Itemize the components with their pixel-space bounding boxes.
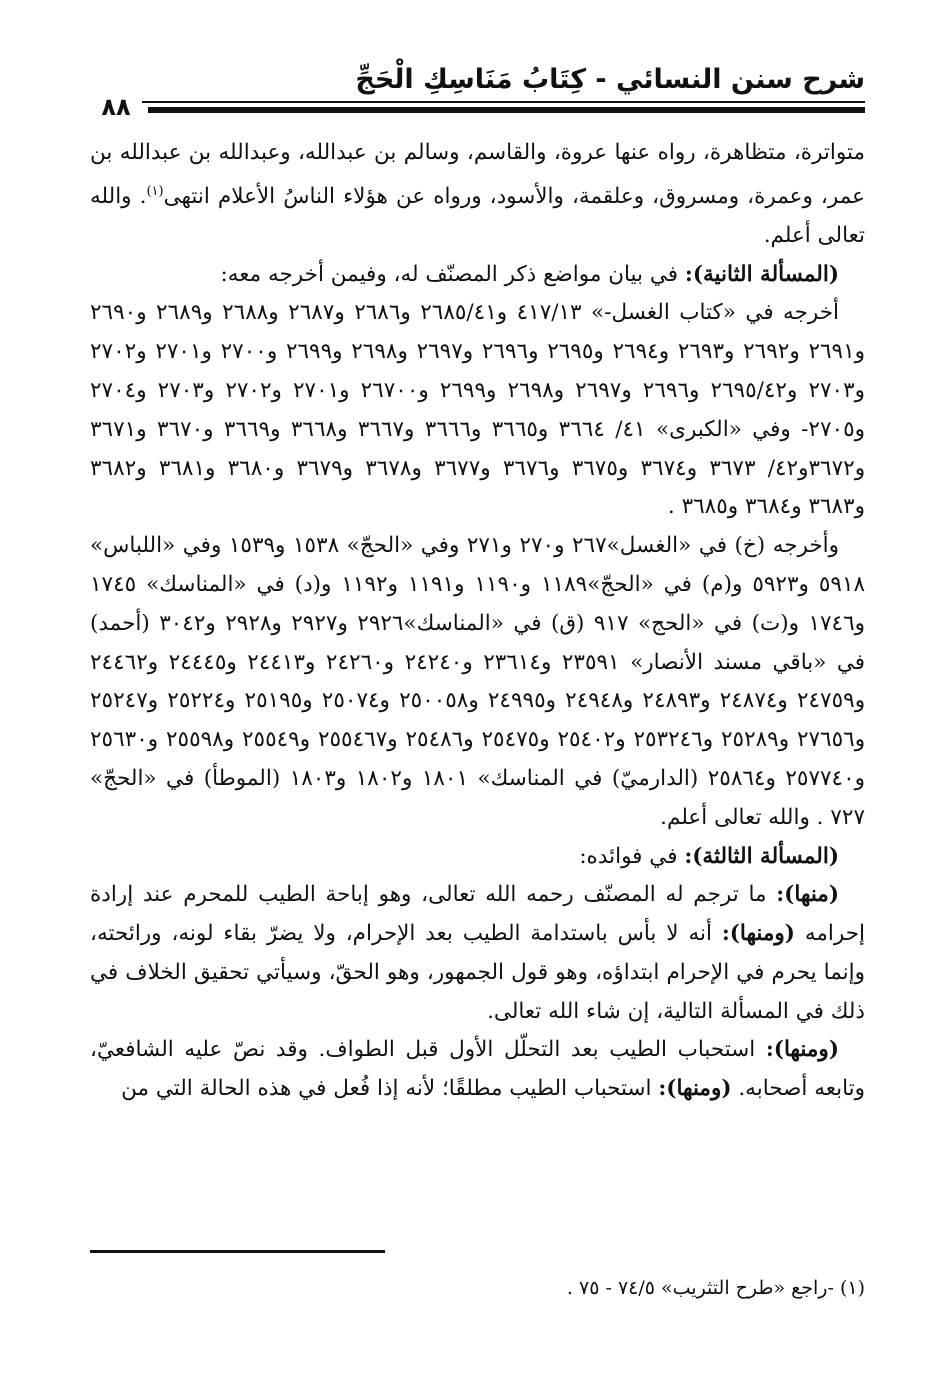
paragraph-text: . والله تعالى أعلم. (90, 183, 865, 248)
footnote: (١) -راجع «طرح التثريب» ٧٤/٥ - ٧٥ . (566, 1277, 865, 1299)
paragraph (90, 876, 865, 1031)
paragraph-text: ما ترجم له المصنّف رحمه الله تعالى، وهو إباحة الطيب للمحرم عند إرادة إحرامه (90, 882, 865, 947)
paragraph-text: وأخرجه (خ) في «الغسل»٢٦٧ و٢٧٠ و٢٧١ وفي «الحجّ» ١٥٣٨ و١٥٣٩ وفي «اللباس» ٥٩١٨ و٥٩٢٣ و(م) في «الحجّ»١١٨٩ و١١٩٠ و١١٩١ و١١٩٢ و(د) في «المناسك» ١٧٤٥ و١٧٤٦ و(ت) في «الحج» ٩١٧ (ق) في «المناسك»٢٩٢٦ و٢٩٢٧ و٢٩٢٨ و٣٠٤٢ (أحمد) في «باقي مسند الأنصار» ٢٣٥٩١ و٢٣٦١٤ و٢٤٢٤٠ و٢٤٢٦٠ و٢٤٤١٣ و٢٤٤٤٥ و٢٤٤٦٢ و٢٤٧٥٩ و٢٤٨٧٤ و٢٤٨٩٣ و٢٤٩٤٨ و٢٤٩٩٥ و٢٥٠٠٥٨ و٢٥٠٧٤ و٢٥١٩٥ و٢٥٢٢٤ و٢٥٢٤٧ و٢٧٦٥٦ و٢٥٢٨٩ و٢٥٣٢٤٦ و٢٥٤٠٢ و٢٥٤٧٥ و٢٥٤٨٦ و٢٥٥٤٦٧ و٢٥٥٤٩ و٢٥٥٩٨ و٢٥٦٣٠ و٢٥٧٧٤٠ و٢٥٨٦٤ (الدارميّ) في المناسك» ١٨٠١ و١٨٠٢ و١٨٠٣ (الموطأ) في «الحجّ» ٧٢٧ . والله تعالى أعلم. (90, 533, 866, 830)
section-heading: (المسألة الثانية): (684, 261, 839, 287)
footnote-rule (90, 1250, 385, 1253)
paragraph-text: في فوائده: (579, 843, 685, 869)
header-rule (90, 101, 865, 103)
book-page (90, 50, 865, 1340)
paragraph-text: استحباب الطيب مطلقًا؛ لأنه إذا فُعل في هذه الحالة التي من (121, 1076, 659, 1102)
paragraph-text: في بيان مواضع ذكر المصنّف له، وفيمن أخرجه معه: (220, 261, 685, 287)
paragraph (90, 527, 865, 837)
point-label: (ومنها): (658, 1076, 732, 1102)
page-number: ٨٨ (90, 92, 142, 122)
paragraph (90, 256, 865, 295)
paragraph (90, 294, 865, 527)
paragraph (90, 838, 865, 877)
footnote-marker: (١) (146, 183, 164, 199)
point-label: (ومنها): (721, 921, 795, 947)
body-text (90, 134, 865, 1109)
paragraph-text: استحباب الطيب بعد التحلّل الأول قبل الطواف. وقد نصّ عليه الشافعيّ، وتابعه أصحابه. (90, 1037, 865, 1102)
section-heading: (المسألة الثالثة): (684, 843, 839, 869)
paragraph (90, 1031, 865, 1109)
paragraph (90, 134, 865, 256)
paragraph-text: متواترة، متظاهرة، رواه عنها عروة، والقاسم، وسالم بن عبدالله، وعبدالله بن عبدالله بن عمر، وعمرة، ومسروق، وعلقمة، والأسود، ورواه عن هؤلاء الناسُ الأعلام انتهى (90, 140, 865, 209)
running-title: شرح سنن النسائي - كِتَابُ مَنَاسِكِ الْحَجِّ (355, 64, 865, 95)
header-bar (148, 107, 865, 113)
point-label: (ومنها): (765, 1037, 839, 1063)
paragraph-text: أخرجه في «كتاب الغسل-» ٤١٧/١٣ و٢٦٨٥/٤١ و٢٦٨٦ و٢٦٨٧ و٢٦٨٨ و٢٦٨٩ و٢٦٩٠ و٢٦٩١ و٢٦٩٢ و٢٦٩٣ و٢٦٩٤ و٢٦٩٥ و٢٦٩٦ و٢٦٩٧ و٢٦٩٨ و٢٦٩٩ و٢٧٠٠ و٢٧٠١ و٢٧٠٢ و٢٧٠٣ و٢٦٩٥/٤٢ و٢٦٩٦ و٢٦٩٧ و٢٦٩٨ و٢٦٩٩ و٢٦٧٠٠ و٢٧٠١ و٢٧٠٢ و٢٧٠٣ و٢٧٠٤ و٢٧٠٥- وفي «الكبرى» ٤١/ ٣٦٦٤ و٣٦٦٥ و٣٦٦٦ و٣٦٦٧ و٣٦٦٨ و٣٦٦٩ و٣٦٧٠ و٣٦٧١ و٣٦٧٢و٤٢/ ٣٦٧٣ و٣٦٧٤ و٣٦٧٥ و٣٦٧٦ و٣٦٧٧ و٣٦٧٨ و٣٦٧٩ و٣٦٨٠ و٣٦٨١ و٣٦٨٢ و٣٦٨٣ و٣٦٨٤ و٣٦٨٥ . (90, 300, 866, 520)
paragraph-text: أنه لا بأس باستدامة الطيب بعد الإحرام، ولا يضرّ بقاء لونه، ورائحته، وإنما يحرم في الإحرام ابتداؤه، وهو قول الجمهور، وهو الحقّ، وسيأتي تحقيق الخلاف في ذلك في المسألة التالية، إن شاء الله تعالى. (90, 921, 865, 1024)
point-label: (منها): (776, 882, 839, 908)
